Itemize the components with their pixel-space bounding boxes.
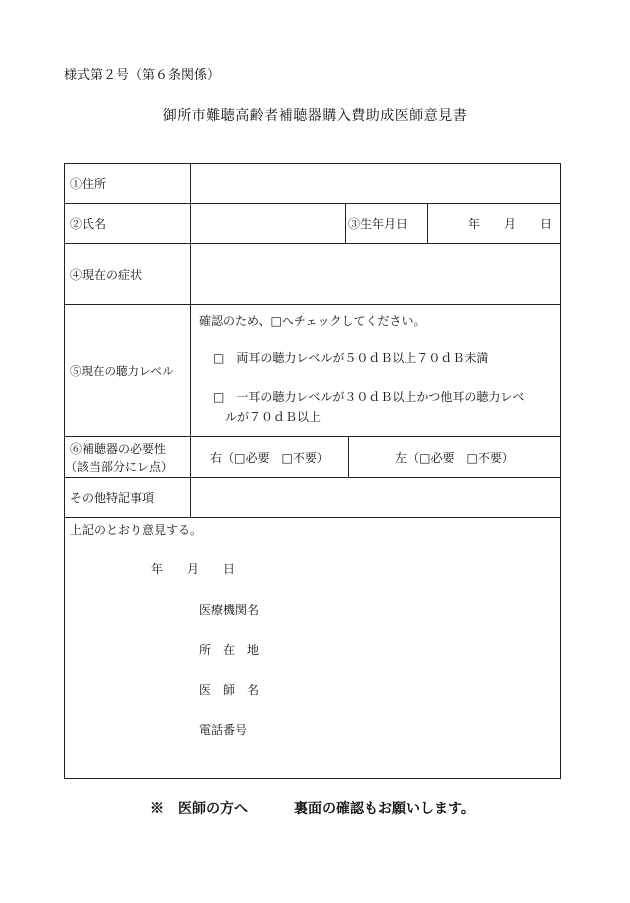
hearing-option-2-line2: ルが７０ｄＢ以上 bbox=[225, 410, 322, 424]
phone-label: 電話番号 bbox=[199, 723, 248, 737]
birthdate-value: 年 月 日 bbox=[467, 217, 552, 231]
opinion-date[interactable]: 年 月 日 bbox=[151, 562, 236, 576]
hearing-option-2-line1[interactable]: □ 一耳の聴力レベルが３０ｄＢ以上かつ他耳の聴力レベ bbox=[213, 390, 525, 404]
hearing-level-label: ⑤現在の聴力レベル bbox=[64, 304, 191, 437]
doctor-name-label: 医 師 名 bbox=[199, 683, 260, 697]
form-number: 様式第２号（第６条関係） bbox=[64, 68, 221, 83]
hearing-level-field bbox=[190, 304, 561, 437]
name-field[interactable] bbox=[190, 203, 346, 244]
note-mark: ※ 医師の方へ bbox=[150, 801, 248, 817]
location-label: 所 在 地 bbox=[199, 643, 260, 657]
other-remarks-label: その他特記事項 bbox=[64, 477, 191, 518]
institution-label: 医療機関名 bbox=[199, 603, 260, 617]
hearing-instruction: 確認のため、□へチェックしてください。 bbox=[199, 314, 426, 328]
symptoms-field[interactable] bbox=[190, 243, 561, 305]
opinion-statement: 上記のとおり意見する。 bbox=[70, 523, 203, 537]
other-remarks-field[interactable] bbox=[190, 477, 561, 518]
left-ear-choice[interactable]: 左（□必要 □不要） bbox=[348, 436, 561, 478]
document-title: 御所市難聴高齢者補聴器購入費助成医師意見書 bbox=[162, 108, 468, 124]
doctor-note bbox=[150, 798, 475, 818]
name-label: ②氏名 bbox=[64, 203, 191, 244]
address-field[interactable] bbox=[190, 163, 561, 204]
opinion-section bbox=[64, 517, 561, 779]
birthdate-field[interactable] bbox=[427, 203, 561, 244]
address-label: ①住所 bbox=[64, 163, 191, 204]
necessity-label bbox=[64, 436, 191, 478]
birthdate-label: ③生年月日 bbox=[345, 203, 428, 244]
necessity-label-line1: ⑥補聴器の必要性 bbox=[70, 442, 167, 456]
right-ear-choice[interactable]: 右（□必要 □不要） bbox=[190, 436, 349, 478]
symptoms-label: ④現在の症状 bbox=[64, 243, 191, 305]
hearing-option-1[interactable]: □ 両耳の聴力レベルが５０ｄＢ以上７０ｄＢ未満 bbox=[213, 351, 489, 365]
necessity-label-line2: （該当部分にレ点） bbox=[65, 460, 174, 474]
note-text: 裏面の確認もお願いします。 bbox=[294, 801, 475, 817]
